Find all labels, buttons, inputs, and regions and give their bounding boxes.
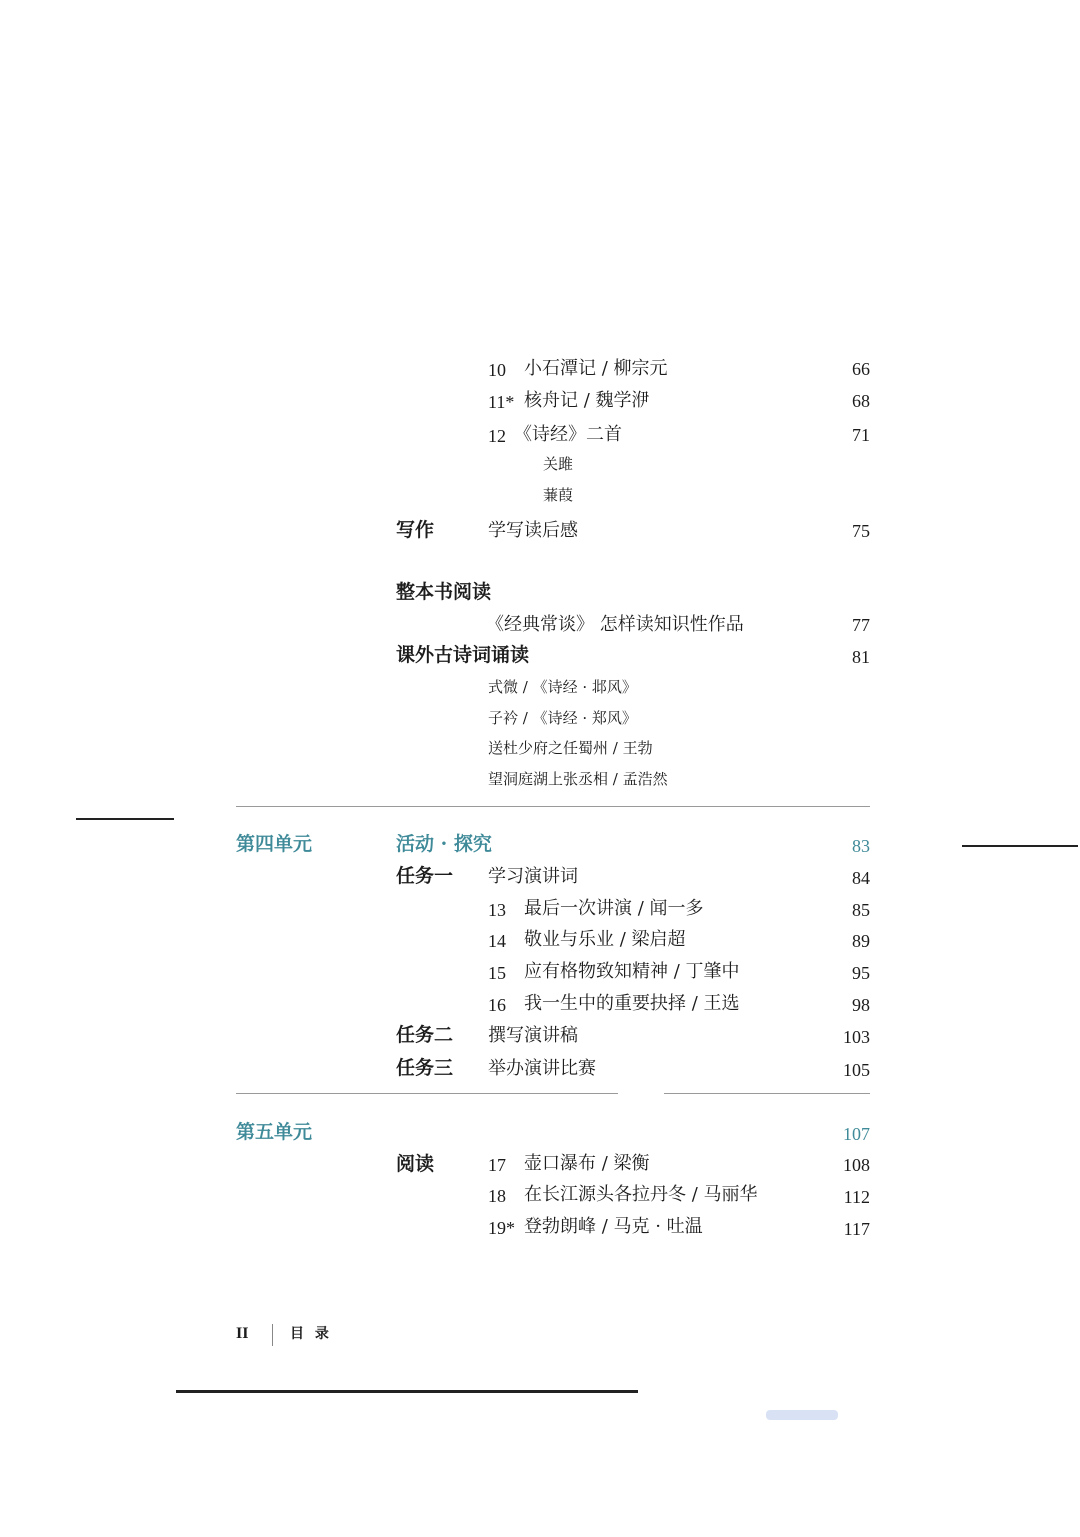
lesson-number: 13 [488, 900, 506, 920]
page-number: 105 [843, 1060, 870, 1080]
page-number: 103 [843, 1027, 870, 1047]
lesson-title: 敬业与乐业 / 梁启超 [524, 929, 686, 950]
lesson-title: 《诗经》二首 [514, 424, 622, 445]
section-divider [664, 1093, 870, 1094]
lesson-number: 14 [488, 931, 506, 951]
lesson-title: 在长江源头各拉丹冬 / 马丽华 [524, 1184, 758, 1205]
page-number: 85 [852, 900, 870, 920]
writing-title: 学写读后感 [488, 520, 578, 541]
unit-heading: 活动 · 探究 [396, 833, 492, 855]
lesson-title: 核舟记 / 魏学洢 [524, 390, 650, 411]
page-number: 112 [843, 1187, 870, 1207]
writing-label: 写作 [396, 519, 435, 541]
extra-poem-item: 望洞庭湖上张丞相 / 孟浩然 [488, 770, 668, 788]
extra-poem-item: 子衿 / 《诗经 · 郑风》 [488, 709, 637, 727]
page-number: 75 [852, 521, 870, 541]
poem-title: 关雎 [543, 455, 574, 473]
page-number: 95 [852, 963, 870, 983]
poem-title: 蒹葭 [543, 486, 574, 504]
lesson-number: 18 [488, 1186, 506, 1206]
whole-book-title: 《经典常谈》 怎样读知识性作品 [486, 614, 744, 635]
extra-poem-item: 送杜少府之任蜀州 / 王勃 [488, 739, 653, 757]
task-title: 举办演讲比赛 [488, 1058, 596, 1079]
page-number: 81 [852, 647, 870, 667]
page-number: 71 [852, 425, 870, 445]
footer-page-numeral: II [236, 1325, 249, 1342]
page-number: 107 [843, 1124, 870, 1144]
page-number: 66 [852, 359, 870, 379]
task-label: 任务一 [396, 865, 454, 887]
whole-book-label: 整本书阅读 [396, 581, 492, 603]
scan-mark [962, 845, 1078, 847]
lesson-title: 小石潭记 / 柳宗元 [524, 358, 668, 379]
scan-smudge [766, 1410, 838, 1420]
task-title: 学习演讲词 [488, 866, 578, 887]
lesson-number: 10 [488, 360, 506, 380]
extra-poems-label: 课外古诗词诵读 [396, 644, 530, 666]
page-number: 68 [852, 391, 870, 411]
section-divider [236, 806, 870, 807]
page-number: 77 [852, 615, 870, 635]
section-divider [236, 1093, 618, 1094]
unit-label: 第五单元 [236, 1121, 313, 1143]
page-number: 117 [843, 1219, 870, 1239]
footer-section-label: 目 录 [290, 1326, 332, 1342]
page-number: 89 [852, 931, 870, 951]
lesson-title: 壶口瀑布 / 梁衡 [524, 1153, 650, 1174]
page-number: 84 [852, 868, 870, 888]
lesson-number: 17 [488, 1155, 506, 1175]
lesson-number: 15 [488, 963, 506, 983]
footer-separator [272, 1324, 273, 1346]
lesson-title: 最后一次讲演 / 闻一多 [524, 898, 704, 919]
lesson-title: 应有格物致知精神 / 丁肇中 [524, 961, 740, 982]
lesson-title: 登勃朗峰 / 马克 · 吐温 [524, 1216, 703, 1237]
lesson-number: 16 [488, 995, 506, 1015]
scan-mark [76, 818, 174, 820]
page-number: 98 [852, 995, 870, 1015]
lesson-number: 11* [488, 392, 515, 412]
extra-poem-item: 式微 / 《诗经 · 邶风》 [488, 678, 637, 696]
lesson-number: 12 [488, 426, 506, 446]
reading-label: 阅读 [396, 1153, 435, 1175]
lesson-title: 我一生中的重要抉择 / 王选 [524, 993, 740, 1014]
lesson-number: 19* [488, 1218, 515, 1238]
page-number: 83 [852, 836, 870, 856]
page-number: 108 [843, 1155, 870, 1175]
task-label: 任务三 [396, 1057, 454, 1079]
task-title: 撰写演讲稿 [488, 1025, 578, 1046]
unit-label: 第四单元 [236, 833, 313, 855]
scan-mark [176, 1390, 638, 1393]
task-label: 任务二 [396, 1024, 454, 1046]
